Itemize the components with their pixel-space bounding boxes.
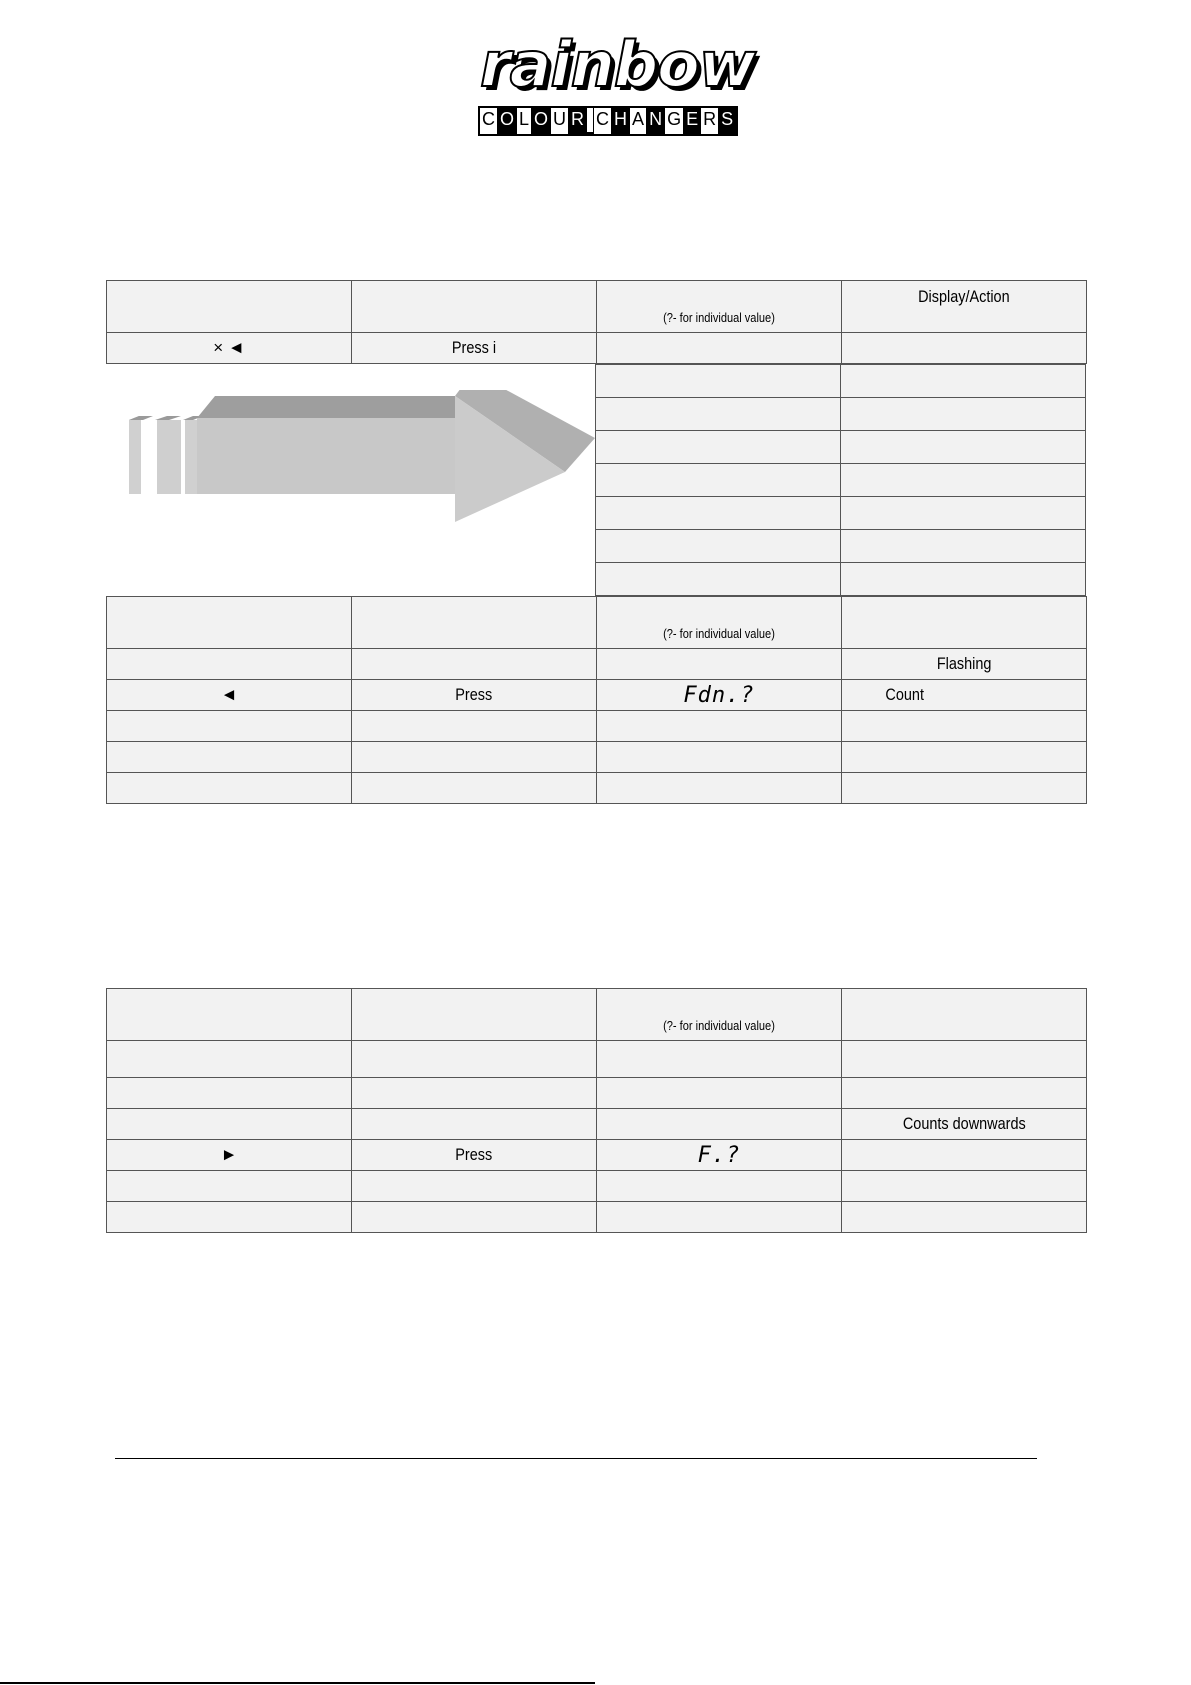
display-cell — [597, 1140, 842, 1171]
action-cell — [352, 1078, 597, 1109]
arrow-bar-1-top — [129, 416, 153, 420]
display-cell — [597, 1041, 842, 1078]
table-row — [107, 1202, 1087, 1233]
empty-cell — [596, 497, 841, 530]
footer-rule — [115, 1458, 1037, 1459]
table-header-row — [107, 597, 1087, 649]
header-cell — [352, 989, 597, 1041]
rainbow-logo — [478, 28, 756, 135]
action-text: Press i — [451, 338, 497, 357]
action-cell — [352, 333, 597, 364]
key-cell — [107, 1140, 352, 1171]
empty-cell — [596, 365, 841, 398]
header-cell — [352, 281, 597, 333]
arrow-bar-1 — [129, 420, 141, 494]
result-cell — [842, 1078, 1087, 1109]
logo-letter: C — [480, 108, 498, 134]
logo-letter: C — [594, 108, 612, 134]
header-cell — [842, 597, 1087, 649]
display-cell — [597, 649, 842, 680]
empty-cell — [841, 398, 1086, 431]
action-cell — [352, 1140, 597, 1171]
display-cell — [597, 1078, 842, 1109]
empty-cell — [841, 464, 1086, 497]
empty-cell — [596, 563, 841, 596]
logo-letter: E — [684, 108, 701, 134]
table-row — [107, 1041, 1087, 1078]
header-cell — [597, 597, 842, 649]
key-cell — [107, 1171, 352, 1202]
logo-letter: S — [719, 108, 736, 134]
header-cell — [597, 989, 842, 1041]
empty-cell — [596, 398, 841, 431]
logo-letter: L — [517, 108, 532, 134]
result-cell — [842, 1202, 1087, 1233]
table-header-row — [107, 281, 1087, 333]
logo-letter: R — [701, 108, 719, 134]
table-row — [107, 649, 1087, 680]
key-cell — [107, 1109, 352, 1140]
table-row — [107, 773, 1087, 804]
logo-letter: G — [665, 108, 684, 134]
left-arrow-key: ◄ — [220, 685, 238, 704]
action-cell — [352, 773, 597, 804]
result-cell — [842, 1140, 1087, 1171]
press-text: Press — [455, 1145, 493, 1164]
empty-cell — [596, 431, 841, 464]
table-row — [107, 680, 1087, 711]
empty-cell — [596, 464, 841, 497]
table-row — [596, 530, 1086, 563]
result-cell — [842, 333, 1087, 364]
result-cell — [842, 742, 1087, 773]
table-row — [596, 431, 1086, 464]
display-cell — [597, 1109, 842, 1140]
side-table — [595, 364, 1086, 596]
arrow-shaft — [197, 418, 457, 494]
table-row — [107, 333, 1087, 364]
table-row — [107, 742, 1087, 773]
logo-letter: O — [498, 108, 517, 134]
header-hint: (?- for individual value) — [663, 1018, 775, 1033]
procedure-table-3 — [106, 988, 1087, 1233]
action-cell — [352, 711, 597, 742]
key-cell — [107, 742, 352, 773]
header-cell — [842, 281, 1087, 333]
key-cell — [107, 649, 352, 680]
header-hint: (?- for individual value) — [663, 310, 775, 325]
logo-letter: H — [612, 108, 630, 134]
page-bottom-rule — [0, 1682, 595, 1684]
arrow-shaft-top — [197, 396, 455, 418]
logo-letter: O — [532, 108, 551, 134]
result-cell — [842, 680, 1087, 711]
display-cell — [597, 742, 842, 773]
header-cell — [107, 597, 352, 649]
result-cell — [842, 1171, 1087, 1202]
key-cell — [107, 773, 352, 804]
display-cell — [597, 680, 842, 711]
header-cell — [597, 281, 842, 333]
key-cell — [107, 1041, 352, 1078]
action-cell — [352, 649, 597, 680]
flashing-text: Flashing — [936, 654, 992, 673]
key-cell — [107, 1202, 352, 1233]
key-cell — [107, 711, 352, 742]
key-cell — [107, 333, 352, 364]
logo-letter: N — [647, 108, 665, 134]
table-row — [107, 1171, 1087, 1202]
logo-subtitle — [478, 106, 738, 136]
empty-cell — [841, 530, 1086, 563]
table-row — [107, 1140, 1087, 1171]
action-cell — [352, 1041, 597, 1078]
action-cell — [352, 1109, 597, 1140]
logo-gap — [587, 108, 594, 134]
table-row — [107, 1109, 1087, 1140]
table-header-row — [107, 989, 1087, 1041]
logo-letter: U — [551, 108, 569, 134]
header-hint: (?- for individual value) — [663, 626, 775, 641]
table-row — [596, 497, 1086, 530]
display-cell — [597, 333, 842, 364]
key-symbols: × ◄ — [213, 338, 245, 357]
header-cell — [352, 597, 597, 649]
action-cell — [352, 1171, 597, 1202]
arrow-bar-3 — [185, 420, 197, 494]
arrow-bar-2 — [157, 420, 181, 494]
display-cell — [597, 1171, 842, 1202]
display-cell — [597, 711, 842, 742]
logo-wordmark: rainbow — [480, 28, 756, 101]
counts-downwards-text: Counts downwards — [902, 1114, 1026, 1133]
action-cell — [352, 742, 597, 773]
header-cell — [107, 281, 352, 333]
table-row — [596, 365, 1086, 398]
key-cell — [107, 1078, 352, 1109]
empty-cell — [841, 431, 1086, 464]
empty-cell — [596, 530, 841, 563]
table-row — [107, 1078, 1087, 1109]
table-row — [596, 398, 1086, 431]
action-cell — [352, 1202, 597, 1233]
result-cell — [842, 711, 1087, 742]
table-row — [596, 464, 1086, 497]
empty-cell — [841, 563, 1086, 596]
action-cell — [352, 680, 597, 711]
header-cell — [107, 989, 352, 1041]
header-cell — [842, 989, 1087, 1041]
key-cell — [107, 680, 352, 711]
display-cell — [597, 1202, 842, 1233]
procedure-table-2 — [106, 596, 1087, 804]
empty-cell — [841, 365, 1086, 398]
result-cell — [842, 773, 1087, 804]
result-cell — [842, 1109, 1087, 1140]
empty-cell — [841, 497, 1086, 530]
logo-letter: R — [569, 108, 587, 134]
count-text: Count — [885, 685, 924, 704]
right-arrow-key: ► — [220, 1145, 238, 1164]
display-action-header: Display/Action — [918, 287, 1010, 306]
arrow-bar-2-top — [155, 416, 181, 420]
arrow-graphic — [125, 390, 595, 525]
result-cell — [842, 649, 1087, 680]
display-cell — [597, 773, 842, 804]
segment-display-value: F.? — [697, 1142, 741, 1168]
segment-display-value: Fdn.? — [683, 682, 755, 708]
result-cell — [842, 1041, 1087, 1078]
table-row — [107, 711, 1087, 742]
press-text: Press — [455, 685, 493, 704]
procedure-table-1 — [106, 280, 1087, 364]
table-row — [596, 563, 1086, 596]
logo-letter: A — [630, 108, 647, 134]
